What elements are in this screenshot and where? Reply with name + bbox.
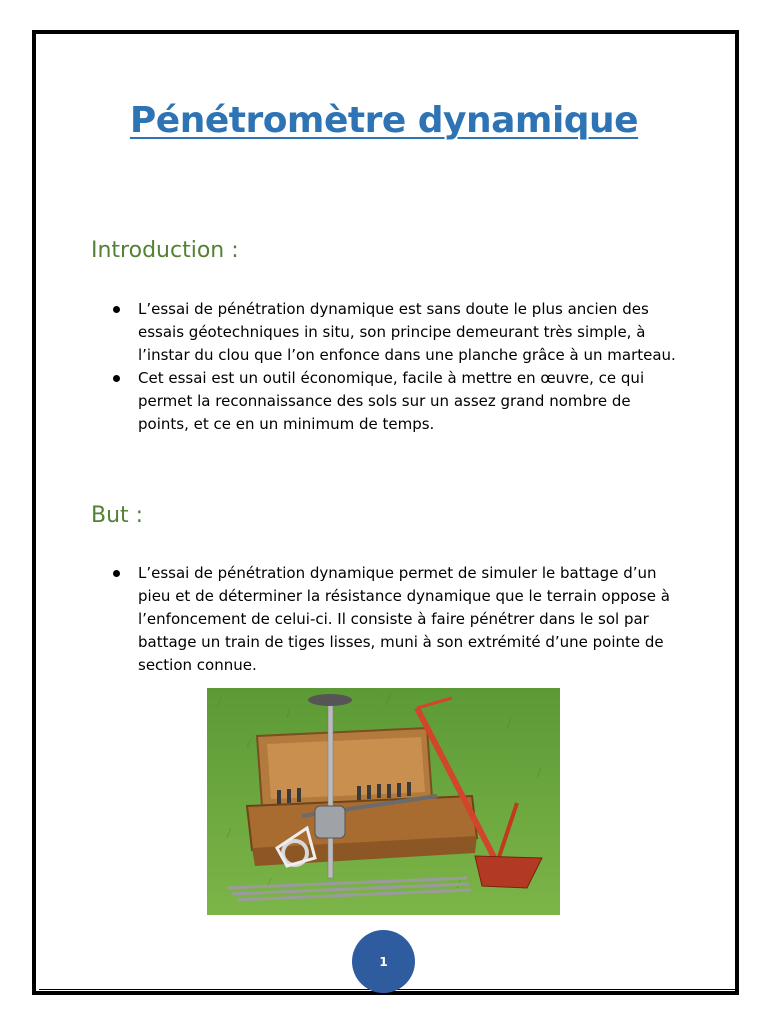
section-heading-introduction: Introduction : <box>91 238 239 263</box>
bullet-icon <box>113 375 120 382</box>
introduction-bullet-list <box>103 298 683 436</box>
list-item <box>103 562 683 677</box>
bullet-text: L’essai de pénétration dynamique permet de simuler le battage d’un pieu et de déterminer la résistance dynamique que le terrain oppose à l’enfoncement de celui-ci. Il consiste à faire pénétrer dans le sol par battage un train de tiges lisses, muni à son extrémité d’une pointe de section connue. <box>138 564 670 674</box>
section-heading-but: But : <box>91 503 144 528</box>
document-title: Pénétromètre dynamique <box>129 100 639 141</box>
bullet-text: Cet essai est un outil économique, facile à mettre en œuvre, ce qui permet la reconnaissance des sols sur un assez grand nombre de points, et ce en un minimum de temps. <box>138 369 645 433</box>
bullet-icon <box>113 570 120 577</box>
page-number: 1 <box>379 954 388 969</box>
bullet-icon <box>113 306 120 313</box>
list-item <box>103 298 683 367</box>
penetrometer-photo <box>207 688 560 915</box>
bullet-text: L’essai de pénétration dynamique est sans doute le plus ancien des essais géotechniques in situ, son principe demeurant très simple, à l’instar du clou que l’on enfonce dans une planche grâce à un marteau. <box>138 300 676 364</box>
but-bullet-list <box>103 562 683 677</box>
page-number-badge <box>352 930 415 993</box>
list-item <box>103 367 683 436</box>
